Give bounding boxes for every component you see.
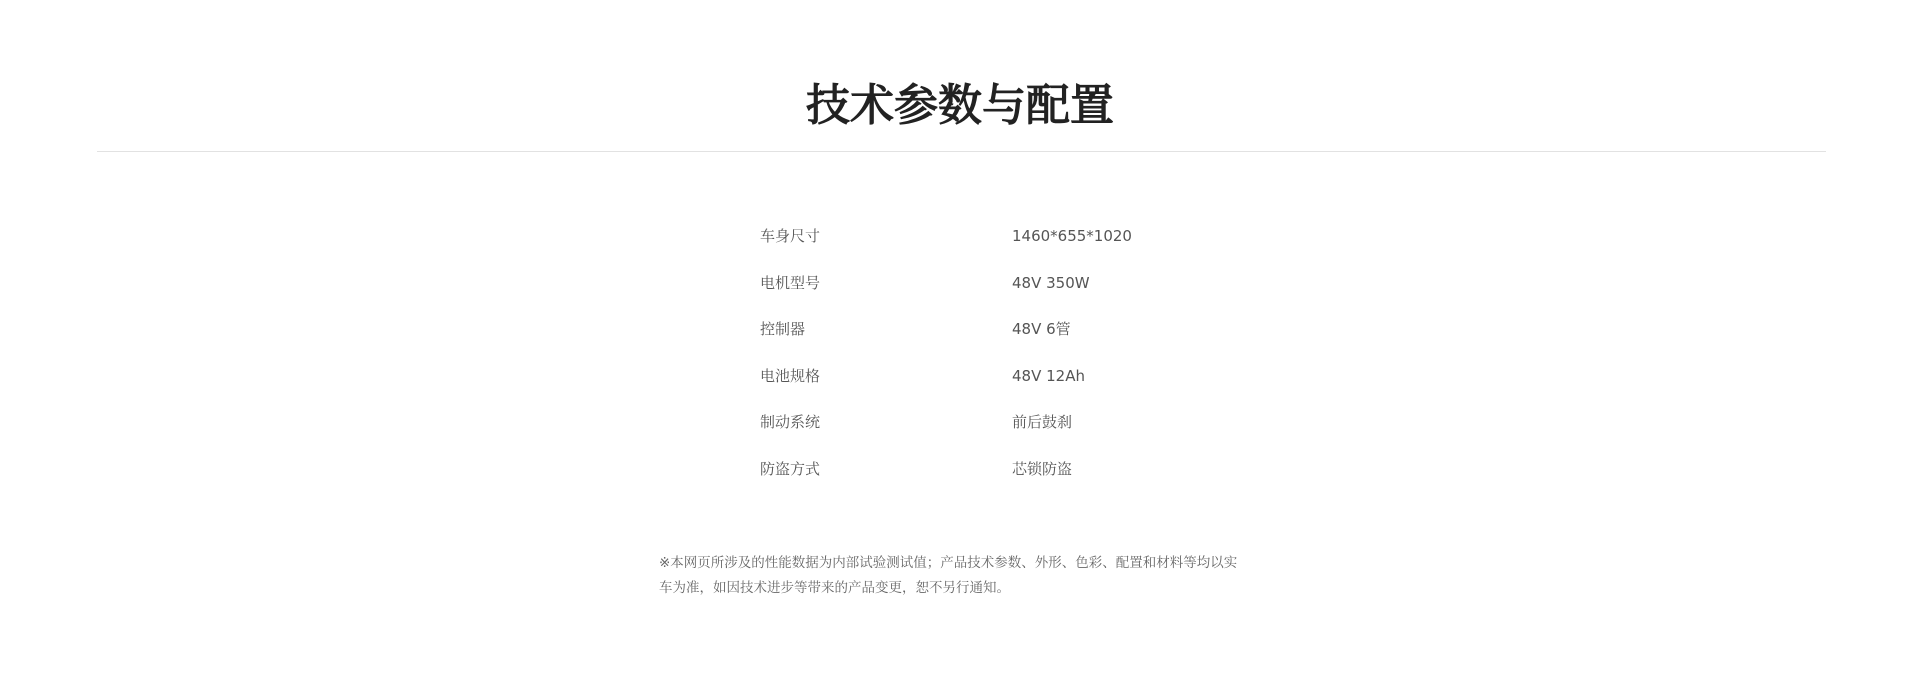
spec-value: 芯锁防盗: [1012, 459, 1073, 478]
spec-value: 48V 350W: [1012, 273, 1090, 292]
disclaimer-note: [659, 551, 1279, 601]
disclaimer-line-2: 车为准，如因技术进步等带来的产品变更，恕不另行通知。: [659, 580, 1010, 596]
spec-row: [760, 407, 1260, 454]
spec-label: 电池规格: [760, 366, 821, 385]
spec-label: 制动系统: [760, 413, 821, 431]
spec-row: [760, 314, 1260, 361]
spec-label: 车身尺寸: [760, 227, 821, 245]
spec-row: [760, 221, 1260, 268]
spec-value: 48V 12Ah: [1012, 366, 1085, 385]
spec-table: [760, 221, 1260, 500]
title-divider: [97, 151, 1826, 152]
spec-label: 控制器: [760, 320, 806, 338]
spec-row: [760, 454, 1260, 501]
page-title: 技术参数与配置: [806, 80, 1114, 131]
disclaimer-line-1: ※本网页所涉及的性能数据为内部试验测试值；产品技术参数、外形、色彩、配置和材料等均以实: [659, 555, 1238, 571]
spec-value: 1460*655*1020: [1012, 227, 1132, 245]
spec-label: 防盗方式: [760, 459, 821, 478]
spec-row: [760, 361, 1260, 408]
spec-label: 电机型号: [760, 273, 821, 292]
spec-value: 48V 6管: [1012, 320, 1071, 338]
spec-row: [760, 268, 1260, 315]
spec-value: 前后鼓刹: [1012, 413, 1073, 431]
